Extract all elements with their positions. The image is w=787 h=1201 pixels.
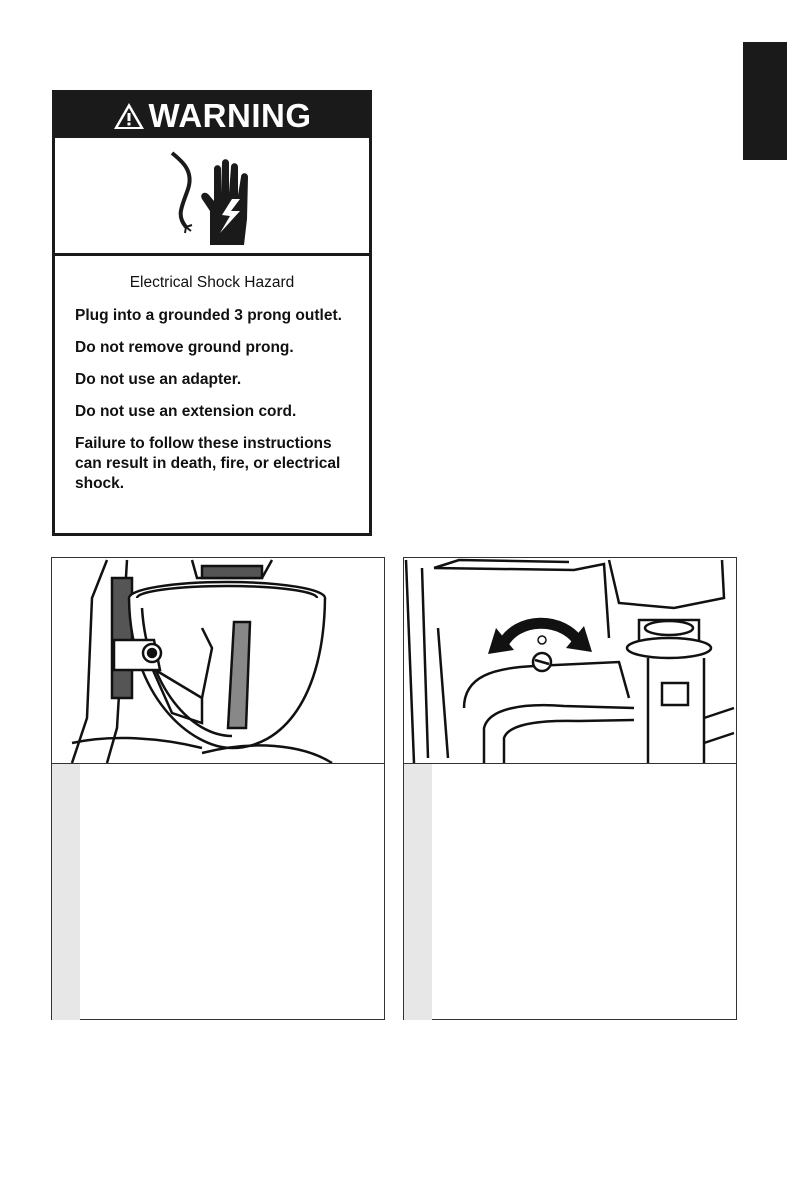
warning-box	[52, 90, 372, 536]
step-text-area	[404, 764, 736, 1020]
step-text-area	[52, 764, 384, 1020]
step-number-gutter	[52, 764, 80, 1020]
section-edge-tab	[743, 42, 787, 160]
electric-shock-hand-icon	[152, 141, 272, 251]
hazard-pictogram	[55, 138, 369, 256]
warning-line: Plug into a grounded 3 prong outlet.	[75, 307, 342, 324]
warning-line: Do not remove ground prong.	[75, 339, 294, 356]
step-panel-bowl	[51, 557, 385, 1020]
warning-line: Do not use an adapter.	[75, 371, 242, 388]
hazard-title: Electrical Shock Hazard	[129, 274, 295, 291]
warning-body	[55, 256, 369, 494]
screw-adjust-illustration	[404, 558, 736, 764]
warning-line: Failure to follow these instructions can result in death, fire, or electrical shock.	[75, 435, 341, 492]
mixer-bowl-illustration	[52, 558, 384, 764]
warning-line: Do not use an extension cord.	[75, 403, 297, 420]
warning-title: WARNING	[148, 96, 312, 134]
step-panel-adjust	[403, 557, 737, 1020]
warning-triangle-icon	[113, 102, 145, 130]
rotate-arrow-icon	[488, 623, 592, 654]
step-number-gutter	[404, 764, 432, 1020]
warning-header	[55, 93, 369, 138]
